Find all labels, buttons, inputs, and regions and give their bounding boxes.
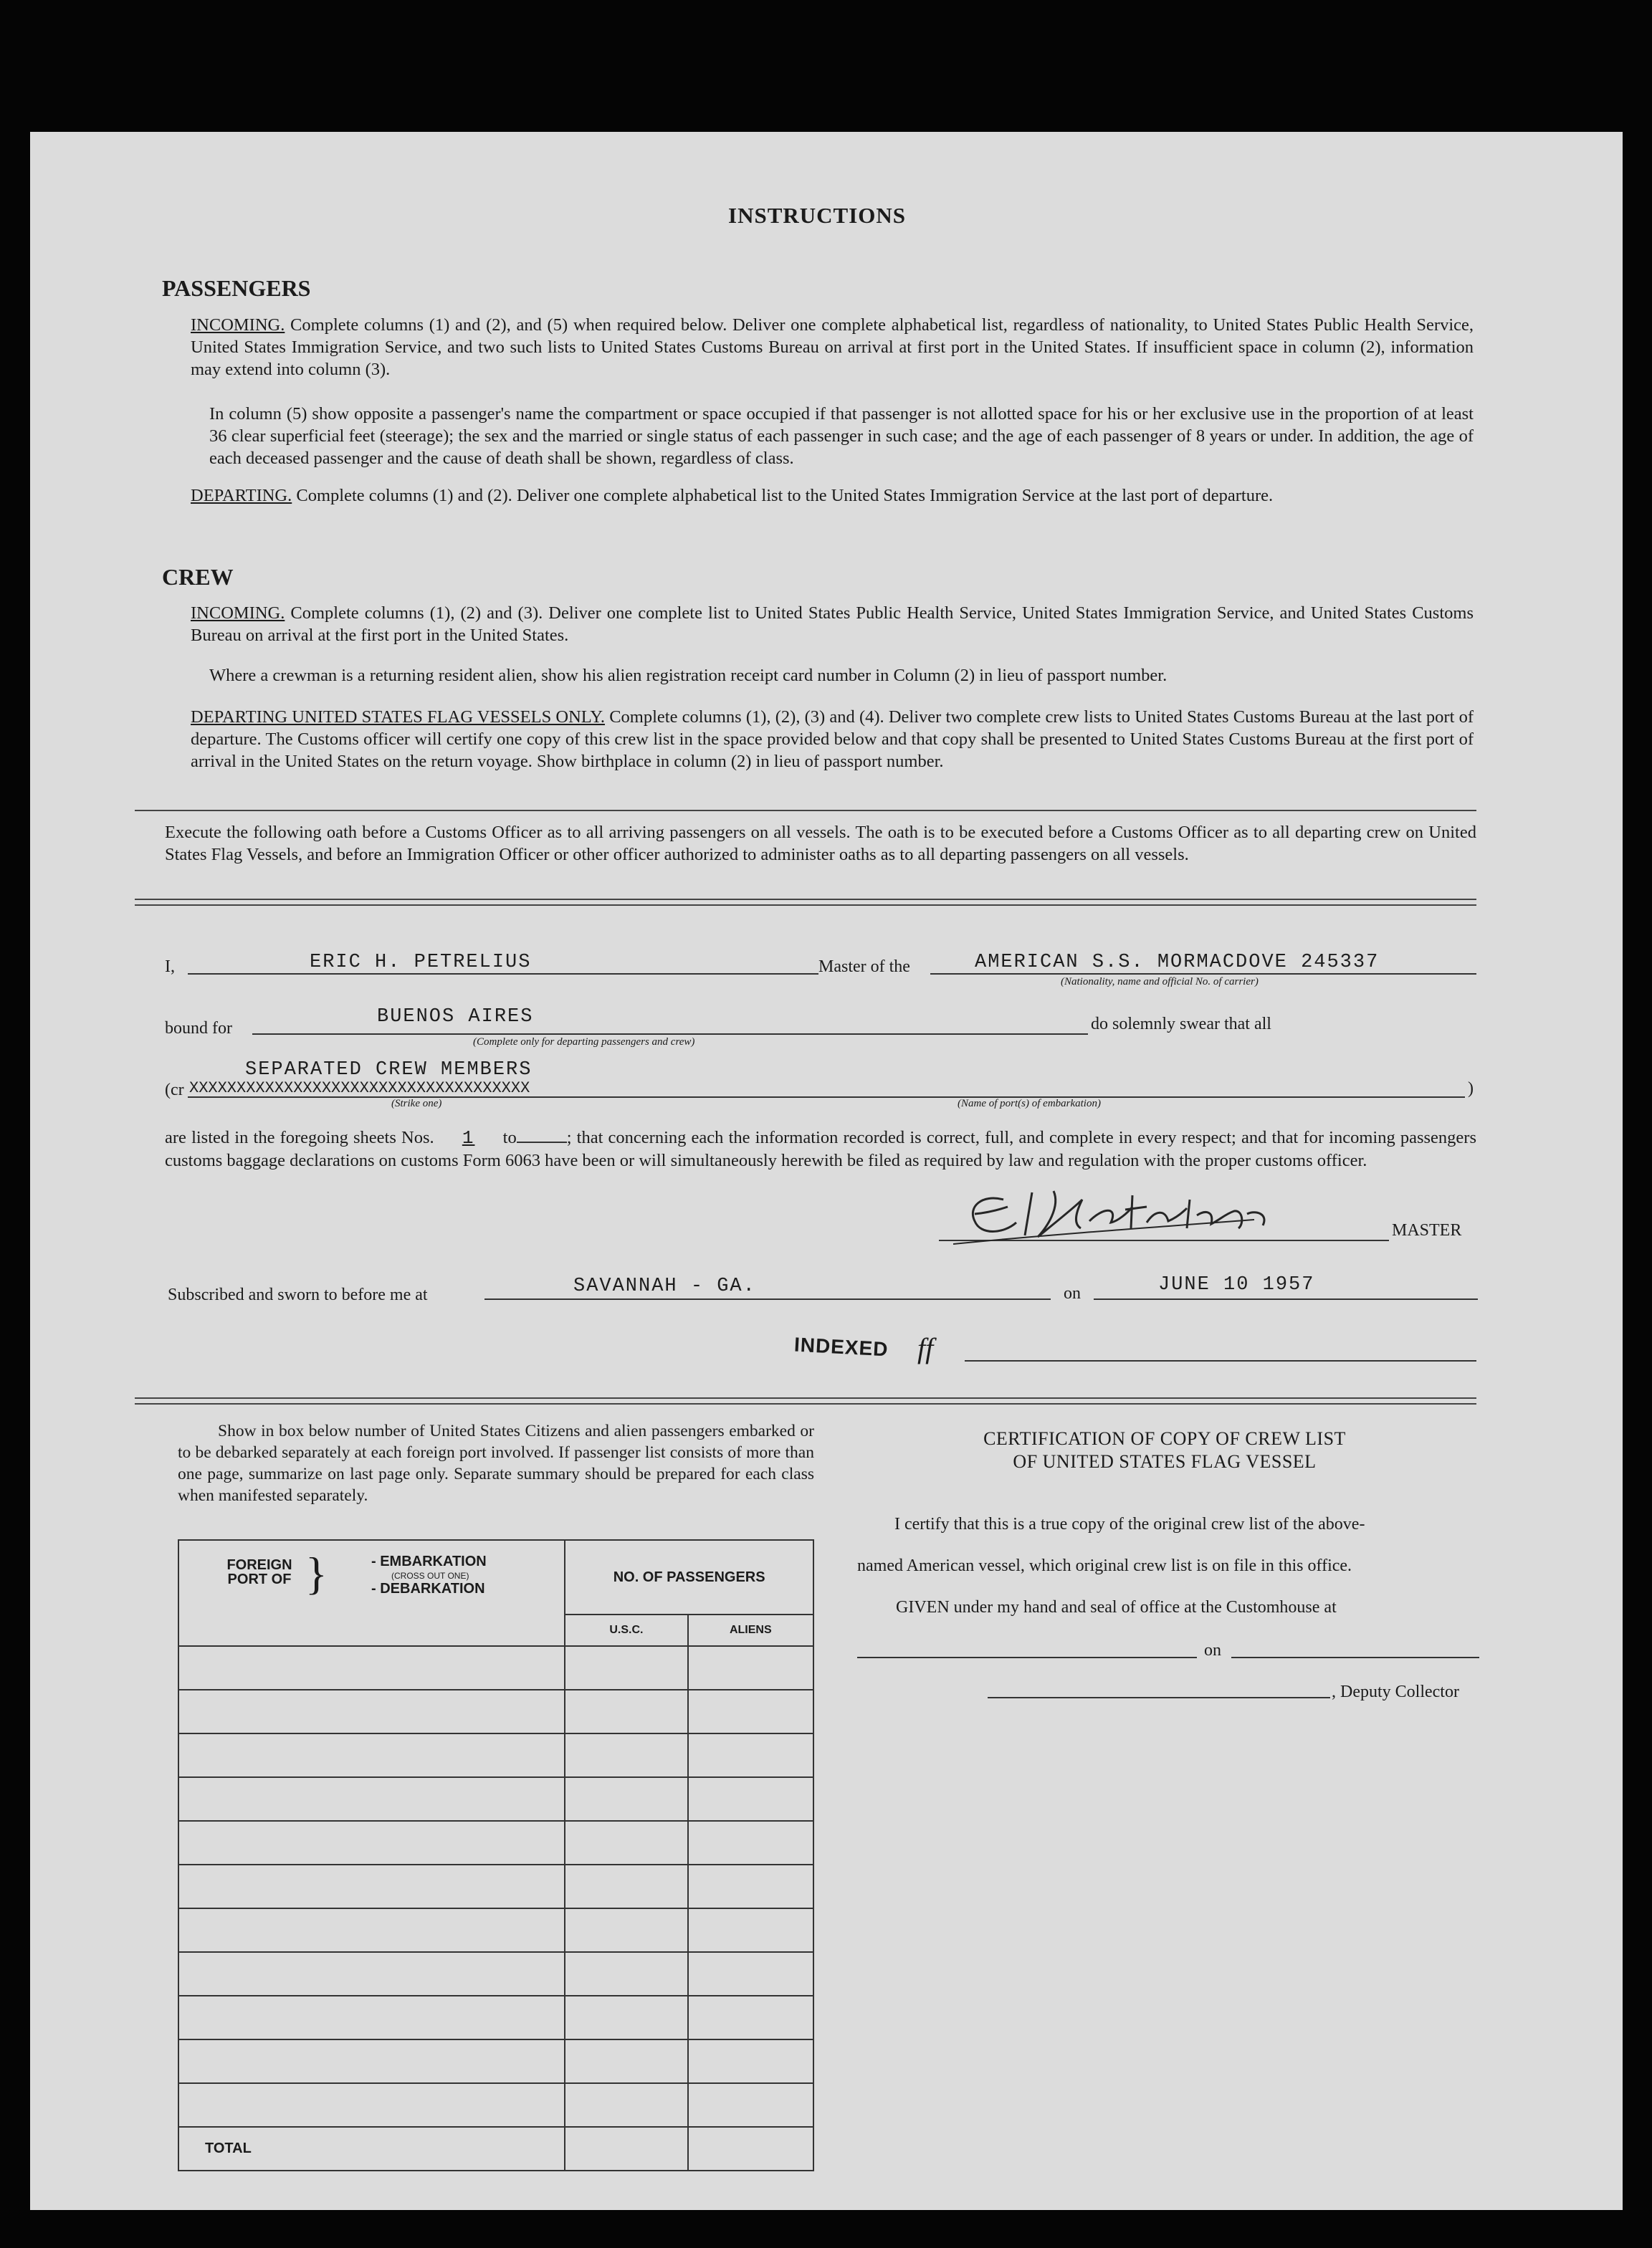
deputy-line [988, 1697, 1330, 1698]
table-row [178, 2039, 813, 2083]
certification-title-line1: CERTIFICATION OF COPY OF CREW LIST [983, 1428, 1346, 1449]
subscribed-label: Subscribed and sworn to before me at [168, 1286, 428, 1304]
passengers-departing-text: Complete columns (1) and (2). Deliver one complete alphabetical list to the United States Immigration Service at the last port of departure. [296, 486, 1274, 505]
passengers-heading: PASSENGERS [162, 275, 311, 301]
table-row [178, 1733, 813, 1777]
passenger-summary-table [178, 1539, 814, 2171]
cross-out-label: (CROSS OUT ONE) [391, 1571, 469, 1581]
bound-for-label: bound for [165, 1019, 232, 1038]
oath-instructions: Execute the following oath before a Customs Officer as to all arriving passengers on all vessels. The oath is to be executed before a Customs Officer as to all departing crew on United States Flag Vessels, and before an Immigration Officer or other officer authorized to administer oaths as to all departing passengers on all vessels. [165, 823, 1476, 864]
page-title: INSTRUCTIONS [728, 203, 907, 228]
double-divider-2 [135, 1397, 1476, 1405]
close-paren: ) [1468, 1079, 1474, 1098]
table-row [178, 1690, 813, 1733]
table-row [178, 1996, 813, 2039]
listed-rest: ; that concerning each the information recorded is correct, full, and complete in every respect; and that for incoming passengers customs baggage declarations on customs Form 6063 have been or will simultaneously herewith be filed as required by law and regulation with the proper customs officer. [165, 1128, 1476, 1170]
cert-date-line [1231, 1657, 1479, 1658]
divider [135, 810, 1476, 811]
to-label: to [502, 1128, 517, 1147]
table-row [178, 1821, 813, 1865]
crew-departing-text: Complete columns (1), (2), (3) and (4). Deliver two complete crew lists to United States Customs Bureau at the last port of departure. The Customs officer will certify one copy of this crew list in the space provided below and that copy shall be presented to United States Customs Bureau at the first port of arrival in the United States on the return voyage. Show birthplace in column (2) in lieu of passport number. [191, 707, 1474, 771]
destination-line [252, 1033, 1088, 1035]
certification-title [853, 1427, 1476, 1473]
customhouse-line [857, 1657, 1197, 1658]
crew-type: SEPARATED CREW MEMBERS [245, 1059, 533, 1081]
certify-text-2: named American vessel, which original crew list is on file in this office. [857, 1556, 1352, 1575]
vessel-line [930, 973, 1476, 975]
sworn-date: JUNE 10 1957 [1158, 1274, 1315, 1296]
usc-header: U.S.C. [565, 1615, 687, 1646]
crew-alien-paragraph: Where a crewman is a returning resident alien, show his alien registration receipt card number in Column (2) in lieu of passport number. [209, 666, 1168, 685]
listed-label: are listed in the foregoing sheets Nos. [165, 1128, 434, 1147]
sheet-to-line [517, 1142, 567, 1143]
cert-on-label: on [1204, 1641, 1221, 1660]
strike-caption: (Strike one) [391, 1098, 442, 1109]
sheet-from: 1 [462, 1127, 475, 1149]
passengers-column5-paragraph: In column (5) show opposite a passenger's name the compartment or space occupied if that passenger is not allotted space for his or her exclusive use in the proportion of at least 36 clear superficial feet (steerage); the sex and the married or single status of each passenger in such case; and the age of each passenger of 8 years or under. In addition, the age of each deceased passenger and the cause of death shall be shown, regardless of class. [209, 404, 1474, 468]
port-header-cell [178, 1540, 565, 1646]
embark-caption: (Name of port(s) of embarkation) [958, 1098, 1101, 1109]
table-row [178, 2083, 813, 2127]
table-row [178, 1865, 813, 1908]
no-passengers-header: NO. OF PASSENGERS [565, 1540, 813, 1615]
vessel-name: AMERICAN S.S. MORMACDOVE 245337 [975, 952, 1380, 973]
destination-caption: (Complete only for departing passengers and crew) [473, 1036, 695, 1048]
certification-title-line2: OF UNITED STATES FLAG VESSEL [1013, 1451, 1317, 1472]
table-row [178, 1646, 813, 1690]
deputy-collector-label: , Deputy Collector [1332, 1683, 1459, 1701]
indexed-stamp: INDEXED [793, 1333, 889, 1361]
aliens-header: ALIENS [688, 1615, 813, 1646]
passengers-incoming-paragraph [191, 314, 1474, 381]
passengers-incoming-label: INCOMING. [191, 315, 285, 335]
table-row [178, 1952, 813, 1996]
summary-instructions: Show in box below number of United States Citizens and alien passengers embarked or to be debarked separately at each foreign port involved. If passenger list consists of more than one page, summarize on last page only. Separate summary should be prepared for each class when manifested separately. [178, 1422, 814, 1505]
passengers-departing-label: DEPARTING. [191, 486, 292, 505]
passengers-departing-paragraph [191, 484, 1474, 507]
on-label: on [1064, 1284, 1081, 1303]
given-text: GIVEN under my hand and seal of office at the Customhouse at [896, 1598, 1337, 1617]
crew-heading: CREW [162, 564, 234, 590]
master-label: MASTER [1392, 1221, 1462, 1240]
brace: } [305, 1548, 328, 1599]
crew-incoming-label: INCOMING. [191, 603, 285, 623]
vessel-caption: (Nationality, name and official No. of carrier) [1061, 976, 1259, 987]
table-row [178, 1777, 813, 1821]
i-label: I, [165, 957, 175, 976]
sworn-place: SAVANNAH - GA. [573, 1276, 756, 1297]
cr-label: (cr [165, 1081, 184, 1099]
strikeout-text: XXXXXXXXXXXXXXXXXXXXXXXXXXXXXXXXXXXX [189, 1079, 530, 1097]
certify-text: I certify that this is a true copy of the original crew list of the above- [894, 1515, 1365, 1534]
debarkation-label: - DEBARKATION [371, 1581, 485, 1597]
crew-departing-label: DEPARTING UNITED STATES FLAG VESSELS ONLY. [191, 707, 605, 727]
listed-sheets-paragraph [165, 1127, 1476, 1172]
total-row [178, 2127, 813, 2171]
master-name: ERIC H. PETRELIUS [310, 952, 532, 973]
swear-label: do solemnly swear that all [1091, 1015, 1271, 1033]
embarkation-label: - EMBARKATION [371, 1554, 487, 1569]
crew-departing-paragraph [191, 706, 1474, 773]
master-signature [953, 1178, 1355, 1247]
embarkation-line [188, 1096, 1465, 1098]
indexed-line [965, 1360, 1476, 1362]
master-of-label: Master of the [818, 957, 910, 976]
passengers-incoming-text: Complete columns (1) and (2), and (5) when required below. Deliver one complete alphabetical list, regardless of nationality, to United States Public Health Service, United States Immigration Service, and two such lists to United States Customs Bureau on arrival at first port in the United States. If insufficient space in column (2), information may extend into column (3). [191, 315, 1474, 379]
sworn-date-line [1094, 1298, 1478, 1300]
sworn-place-line [484, 1298, 1051, 1300]
double-divider [135, 899, 1476, 906]
foreign-port-of-label: FOREIGN PORT OF [226, 1557, 292, 1587]
total-label: TOTAL [178, 2127, 565, 2171]
master-name-line [188, 973, 818, 975]
crew-incoming-text: Complete columns (1), (2) and (3). Deliver one complete list to United States Public Health Service, United States Immigration Service, and United States Customs Bureau on arrival at the first port in the United States. [191, 603, 1474, 645]
indexed-initials: ff [917, 1332, 934, 1364]
crew-incoming-paragraph [191, 602, 1474, 646]
destination: BUENOS AIRES [377, 1006, 534, 1028]
table-row [178, 1908, 813, 1952]
